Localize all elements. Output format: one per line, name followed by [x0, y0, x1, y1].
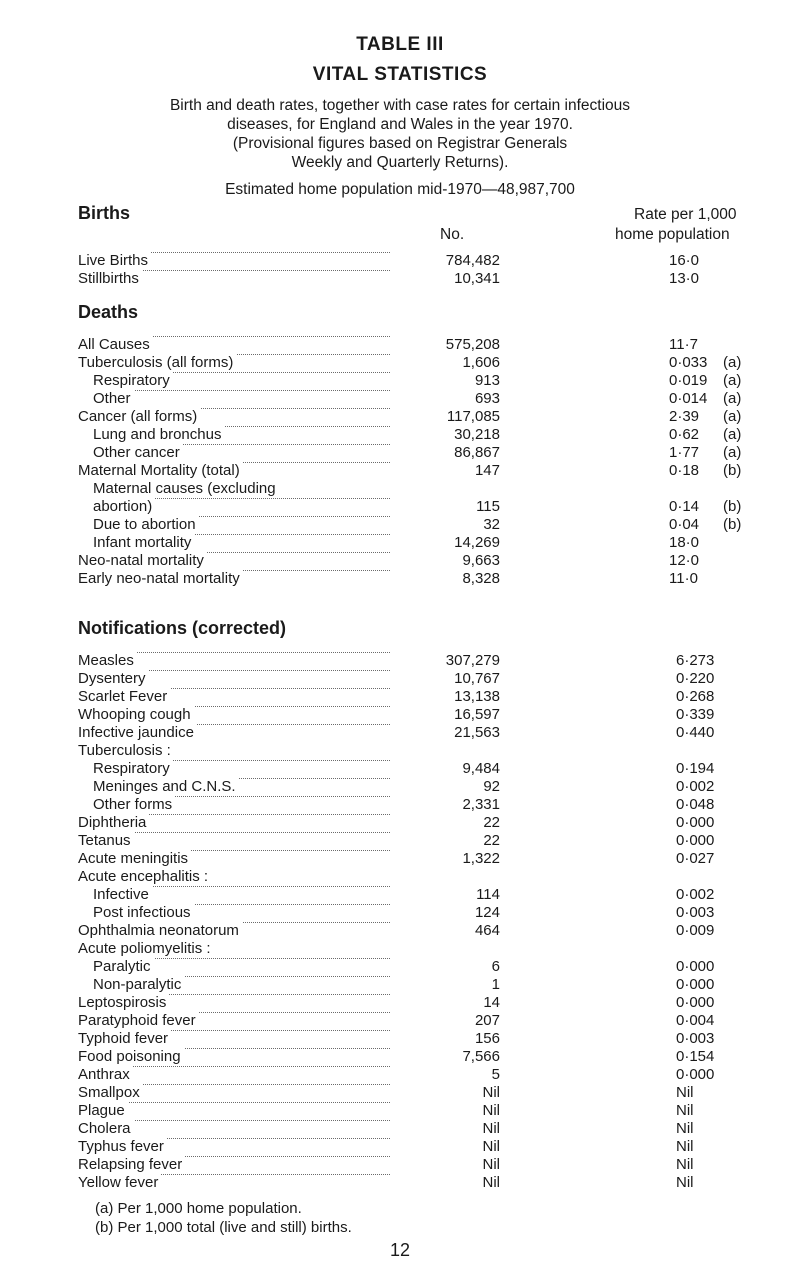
row-rate: Nil [676, 1120, 694, 1137]
row-count: 30,218 [454, 426, 500, 443]
row-rate: 0·009 [676, 922, 715, 939]
row-count: 693 [474, 390, 500, 407]
row-rate: 0·339 [676, 706, 715, 723]
row-count: Nil [482, 1138, 500, 1155]
row-label: Other forms [93, 796, 175, 813]
row-rate: 0·000 [676, 958, 715, 975]
row-count: 5 [491, 1066, 500, 1083]
table-row [0, 886, 800, 904]
row-count: 913 [474, 372, 500, 389]
row-rate: 0·002 [676, 886, 715, 903]
table-row [0, 778, 800, 796]
row-rate: 0·154 [676, 1048, 715, 1065]
row-label: Measles [78, 652, 137, 669]
row-rate: Nil [676, 1084, 694, 1101]
row-count: 22 [483, 832, 500, 849]
table-row [0, 336, 800, 354]
footnote: (b) Per 1,000 total (live and still) births. [95, 1219, 352, 1236]
row-footnote-marker: (b) [723, 498, 742, 515]
row-rate: 0·62 [669, 426, 700, 443]
table-row [0, 444, 800, 462]
table-row [0, 570, 800, 588]
row-count: 124 [474, 904, 500, 921]
row-rate: Nil [676, 1138, 694, 1155]
row-count: 117,085 [446, 408, 500, 425]
row-rate: 0·048 [676, 796, 715, 813]
row-label: Other [93, 390, 134, 407]
table-row [0, 498, 800, 516]
row-rate: 0·003 [676, 904, 715, 921]
table-row [0, 354, 800, 372]
row-count: Nil [482, 1174, 500, 1191]
intro-line: Birth and death rates, together with case rates for certain infectious [169, 97, 631, 114]
row-footnote-marker: (a) [723, 408, 742, 425]
row-rate: 0·002 [676, 778, 715, 795]
row-rate: 0·268 [676, 688, 715, 705]
row-label: Paralytic [93, 958, 154, 975]
row-count: 10,341 [454, 270, 500, 287]
row-rate: Nil [676, 1156, 694, 1173]
row-label: Smallpox [78, 1084, 143, 1101]
row-count: 1,322 [462, 850, 500, 867]
page-number: 12 [389, 1240, 411, 1260]
row-label: Food poisoning [78, 1048, 184, 1065]
row-rate: 12·0 [669, 552, 700, 569]
row-label: Yellow fever [78, 1174, 161, 1191]
table-row [0, 688, 800, 706]
row-rate: 11·7 [669, 336, 698, 353]
row-count: 16,597 [454, 706, 500, 723]
row-label: Stillbirths [78, 270, 142, 287]
table-row [0, 390, 800, 408]
table-row [0, 670, 800, 688]
table-row [0, 480, 800, 498]
row-label: Tetanus [78, 832, 134, 849]
table-row [0, 868, 800, 886]
table-row [0, 462, 800, 480]
row-rate: 11·0 [669, 570, 698, 587]
row-label: Scarlet Fever [78, 688, 170, 705]
table-row [0, 516, 800, 534]
row-count: 114 [476, 886, 500, 903]
row-label: Ophthalmia neonatorum [78, 922, 242, 939]
table-row [0, 534, 800, 552]
row-footnote-marker: (a) [723, 444, 742, 461]
table-row [0, 994, 800, 1012]
rate-column-header: home population [615, 226, 730, 243]
row-rate: 2·39 [669, 408, 700, 425]
table-row [0, 1066, 800, 1084]
row-rate: 0·004 [676, 1012, 715, 1029]
row-count: 8,328 [462, 570, 500, 587]
row-count: 9,484 [462, 760, 500, 777]
row-label: Cholera [78, 1120, 134, 1137]
table-row [0, 760, 800, 778]
section-heading-births: Births [78, 203, 131, 223]
row-count: 7,566 [462, 1048, 500, 1065]
row-label: All Causes [78, 336, 153, 353]
row-label: Dysentery [78, 670, 149, 687]
table-row [0, 742, 800, 760]
section-heading-notifications: Notifications (corrected) [78, 618, 287, 638]
row-label: Tuberculosis (all forms) [78, 354, 236, 371]
row-label: Diphtheria [78, 814, 149, 831]
row-count: 10,767 [454, 670, 500, 687]
row-footnote-marker: (a) [723, 426, 742, 443]
table-row [0, 252, 800, 270]
row-rate: Nil [676, 1102, 694, 1119]
table-row [0, 850, 800, 868]
row-label: Infective [93, 886, 152, 903]
row-label: Plague [78, 1102, 128, 1119]
row-count: 6 [491, 958, 500, 975]
row-label: Maternal causes (excluding [93, 480, 276, 497]
row-count: 13,138 [454, 688, 500, 705]
row-count: 1 [491, 976, 500, 993]
table-row [0, 1120, 800, 1138]
row-rate: 0·000 [676, 814, 715, 831]
rate-column-header: Rate per 1,000 [634, 206, 737, 223]
table-row [0, 940, 800, 958]
row-rate: Nil [676, 1174, 694, 1191]
table-row [0, 1156, 800, 1174]
row-label: Acute meningitis [78, 850, 191, 867]
row-label: Maternal Mortality (total) [78, 462, 243, 479]
row-rate: 0·033 [669, 354, 708, 371]
row-footnote-marker: (b) [723, 516, 742, 533]
table-title: VITAL STATISTICS [312, 64, 488, 85]
row-count: 207 [474, 1012, 500, 1029]
row-label: Early neo-natal mortality [78, 570, 243, 587]
number-column-header: No. [440, 226, 465, 243]
row-rate: 0·000 [676, 976, 715, 993]
table-row [0, 832, 800, 850]
table-row [0, 1102, 800, 1120]
row-label: Tuberculosis : [78, 742, 171, 759]
table-row [0, 904, 800, 922]
table-row [0, 706, 800, 724]
row-label: Anthrax [78, 1066, 133, 1083]
row-label: Due to abortion [93, 516, 199, 533]
row-label: Post infectious [93, 904, 194, 921]
row-count: 147 [474, 462, 500, 479]
row-label: Relapsing fever [78, 1156, 185, 1173]
table-row [0, 1030, 800, 1048]
row-label: Leptospirosis [78, 994, 169, 1011]
row-count: Nil [482, 1084, 500, 1101]
row-count: 14,269 [454, 534, 500, 551]
row-rate: 16·0 [669, 252, 700, 269]
row-label: Cancer (all forms) [78, 408, 200, 425]
row-rate: 1·77 [669, 444, 700, 461]
row-label: Typhus fever [78, 1138, 167, 1155]
row-footnote-marker: (a) [723, 354, 742, 371]
table-row [0, 922, 800, 940]
row-rate: 0·027 [676, 850, 715, 867]
table-row [0, 1048, 800, 1066]
row-count: 115 [476, 498, 500, 515]
row-count: 9,663 [462, 552, 500, 569]
table-row [0, 270, 800, 288]
section-heading-deaths: Deaths [78, 302, 139, 322]
population-line: Estimated home population mid-1970—48,987,700 [225, 181, 575, 198]
row-count: 86,867 [454, 444, 500, 461]
row-rate: 0·220 [676, 670, 715, 687]
table-row [0, 408, 800, 426]
row-count: 22 [483, 814, 500, 831]
row-label: Lung and bronchus [93, 426, 224, 443]
row-count: 14 [483, 994, 500, 1011]
table-row [0, 814, 800, 832]
row-rate: 0·04 [669, 516, 700, 533]
row-count: Nil [482, 1120, 500, 1137]
row-label: Infective jaundice [78, 724, 197, 741]
row-count: 464 [474, 922, 500, 939]
table-number: TABLE III [356, 34, 444, 55]
table-row [0, 1138, 800, 1156]
row-label: Non-paralytic [93, 976, 184, 993]
row-count: 21,563 [454, 724, 500, 741]
table-row [0, 724, 800, 742]
row-count: 2,331 [462, 796, 500, 813]
row-label: Other cancer [93, 444, 183, 461]
row-footnote-marker: (a) [723, 390, 742, 407]
row-rate: 0·014 [669, 390, 708, 407]
table-row [0, 1084, 800, 1102]
row-count: 1,606 [462, 354, 500, 371]
footnote: (a) Per 1,000 home population. [95, 1200, 302, 1217]
table-row [0, 796, 800, 814]
row-rate: 13·0 [669, 270, 700, 287]
row-rate: 0·000 [676, 994, 715, 1011]
row-rate: 6·273 [676, 652, 715, 669]
row-rate: 0·194 [676, 760, 715, 777]
table-row [0, 1012, 800, 1030]
table-row [0, 426, 800, 444]
row-count: 32 [483, 516, 500, 533]
table-row [0, 552, 800, 570]
row-label: Neo-natal mortality [78, 552, 207, 569]
row-label: Paratyphoid fever [78, 1012, 199, 1029]
table-row [0, 958, 800, 976]
row-footnote-marker: (a) [723, 372, 742, 389]
row-rate: 0·000 [676, 1066, 715, 1083]
row-count: 156 [474, 1030, 500, 1047]
row-label: Whooping cough [78, 706, 194, 723]
row-count: Nil [482, 1102, 500, 1119]
row-count: 784,482 [445, 252, 500, 269]
row-count: 307,279 [445, 652, 500, 669]
row-rate: 0·18 [669, 462, 700, 479]
row-rate: 0·003 [676, 1030, 715, 1047]
row-rate: 18·0 [669, 534, 700, 551]
leader-dots [93, 390, 390, 391]
row-label: Typhoid fever [78, 1030, 171, 1047]
row-label: Meninges and C.N.S. [93, 778, 239, 795]
row-count: Nil [482, 1156, 500, 1173]
row-label: Live Births [78, 252, 151, 269]
row-label: Respiratory [93, 372, 173, 389]
row-rate: 0·000 [676, 832, 715, 849]
row-label: Respiratory [93, 760, 173, 777]
row-label: Acute encephalitis : [78, 868, 209, 885]
row-label: abortion) [93, 498, 155, 515]
table-row [0, 1174, 800, 1192]
intro-line: diseases, for England and Wales in the year 1970. [227, 116, 573, 133]
row-rate: 0·440 [676, 724, 715, 741]
table-row [0, 652, 800, 670]
row-rate: 0·019 [669, 372, 708, 389]
intro-line: (Provisional figures based on Registrar Generals [232, 135, 568, 152]
row-label: Infant mortality [93, 534, 194, 551]
row-count: 575,208 [445, 336, 500, 353]
row-count: 92 [483, 778, 500, 795]
table-row [0, 372, 800, 390]
intro-line: Weekly and Quarterly Returns). [291, 154, 509, 171]
row-label: Acute poliomyelitis : [78, 940, 211, 957]
table-row [0, 976, 800, 994]
row-footnote-marker: (b) [723, 462, 742, 479]
row-rate: 0·14 [669, 498, 700, 515]
